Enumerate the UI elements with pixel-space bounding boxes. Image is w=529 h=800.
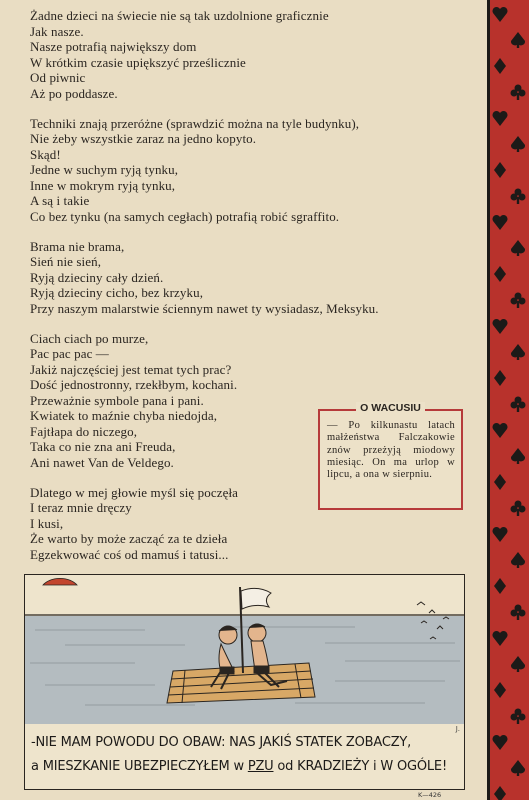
diamond-icon [494, 370, 506, 386]
club-icon [511, 189, 526, 205]
club-icon [511, 709, 526, 725]
sun-icon [43, 578, 77, 585]
heart-icon [492, 215, 507, 230]
spade-icon [511, 240, 525, 256]
poem-line: Co bez tynku (na samych cegłach) potrafią robić sgraffito. [30, 208, 340, 224]
diamond-icon [494, 578, 506, 594]
flag-icon [241, 588, 271, 609]
poem-line: Taka co nie zna ani Freuda, [30, 439, 176, 454]
spade-icon [511, 136, 525, 152]
spade-icon [511, 656, 525, 672]
club-icon [511, 397, 526, 413]
raft-cartoon-drawing [25, 575, 465, 790]
diamond-icon [494, 474, 506, 490]
poem-line: W krótkim czasie upiększyć prześlicznie [30, 54, 246, 70]
artist-signature: J. [455, 725, 460, 733]
caption-pzu: PZU [247, 759, 274, 774]
poem-line: Jakiż najczęściej jest temat tych prac? [30, 361, 232, 377]
diamond-icon [494, 266, 506, 282]
poem-line: Jak nasze. [30, 23, 84, 39]
spade-icon [511, 448, 525, 464]
poem-stanza-1 [30, 8, 480, 101]
poem-line: Dość jednostronny, rzekłbym, kochani. [30, 377, 238, 392]
poem-line: Kwiatek to maźnie chyba niedojda, [30, 408, 218, 423]
club-icon [511, 501, 526, 517]
spade-icon [511, 760, 525, 776]
poem-line: Fajtłapa do niczego, [30, 423, 138, 439]
heart-icon [492, 423, 507, 438]
poem-line: Egzekwować coś od mamuś i tatusi... [30, 546, 229, 562]
poem-line: Skąd! [30, 146, 61, 162]
poem-line: Inne w mokrym ryją tynku, [30, 177, 176, 193]
poem-line: Ciach ciach po murze, [30, 330, 149, 346]
poem-line: Przeważnie symbole pana i pani. [30, 392, 204, 408]
poem-line: Ani nawet Van de Veldego. [30, 454, 174, 470]
heart-icon [492, 735, 507, 750]
caption-part: od KRADZIEŻY i W OGÓLE! [273, 759, 447, 774]
poem-stanza-3 [30, 239, 480, 317]
poem-line: Nie żeby wszystkie zaraz na jedno kopyto. [30, 131, 257, 146]
card-suits-pattern [490, 0, 529, 800]
diamond-icon [494, 682, 506, 698]
poem-line: Aż po poddasze. [30, 85, 118, 101]
poem-line: I kusi, [30, 515, 64, 531]
heart-icon [492, 111, 507, 126]
poem-line: Nasze potrafią największy dom [30, 39, 197, 54]
diamond-icon [494, 786, 506, 800]
poem-line: Pac pac pac — [30, 346, 109, 361]
club-icon [511, 85, 526, 101]
caption-part: a MIESZKANIE UBEZPIECZYŁEM w [31, 759, 248, 774]
heart-icon [492, 319, 507, 334]
diamond-icon [494, 162, 506, 178]
spade-icon [511, 32, 525, 48]
news-snippet-text: — Po kilkunastu latach małżeństwa Falczakowie znów przeżyją miodowy miesiąc. On ma urlop w lipcu, a ona w sierpniu. [327, 420, 455, 481]
heart-icon [492, 631, 507, 646]
poem-line: Od piwnic [30, 70, 86, 85]
club-icon [511, 605, 526, 621]
poem-line: Żadne dzieci na świecie nie są tak uzdolnione graficznie [30, 8, 329, 23]
poem-stanza-2 [30, 116, 480, 225]
news-snippet-title: O WACUSIU [320, 402, 461, 414]
poem-line: Przy naszym malarstwie ściennym nawet ty wysiadasz, Meksyku. [30, 300, 379, 316]
poem-line: Sień nie sień, [30, 254, 102, 269]
cartoon-illustration [24, 574, 465, 790]
poem-line: I teraz mnie dręczy [30, 500, 132, 515]
spade-icon [511, 552, 525, 568]
poem-line: Że warto by może zacząć za te dzieła [30, 531, 228, 546]
poem-line: Ryją dzieciny cały dzień. [30, 269, 164, 285]
heart-icon [492, 527, 507, 542]
poem-line: A są i takie [30, 193, 90, 208]
page-number: K—426 [418, 791, 442, 799]
poem-line: Techniki znają przeróżne (sprawdzić można na tyle budynku), [30, 115, 360, 131]
decorative-border [487, 0, 529, 800]
poem-line: Dlatego w mej głowie myśl się poczęła [30, 484, 239, 500]
heart-icon [492, 7, 507, 22]
poem-line: Brama nie brama, [30, 238, 125, 254]
cartoon-caption-line-1: -NIE MAM POWODU DO OBAW: NAS JAKIŚ STATEK ZOBACZY, [31, 735, 412, 750]
spade-icon [511, 344, 525, 360]
news-snippet-box [318, 402, 463, 510]
diamond-icon [494, 58, 506, 74]
poem-line: Jedne w suchym ryją tynku, [30, 162, 179, 177]
poem-line: Ryją dzieciny cicho, bez krzyku, [30, 285, 204, 300]
cartoon-caption-line-2 [31, 759, 459, 774]
club-icon [511, 293, 526, 309]
